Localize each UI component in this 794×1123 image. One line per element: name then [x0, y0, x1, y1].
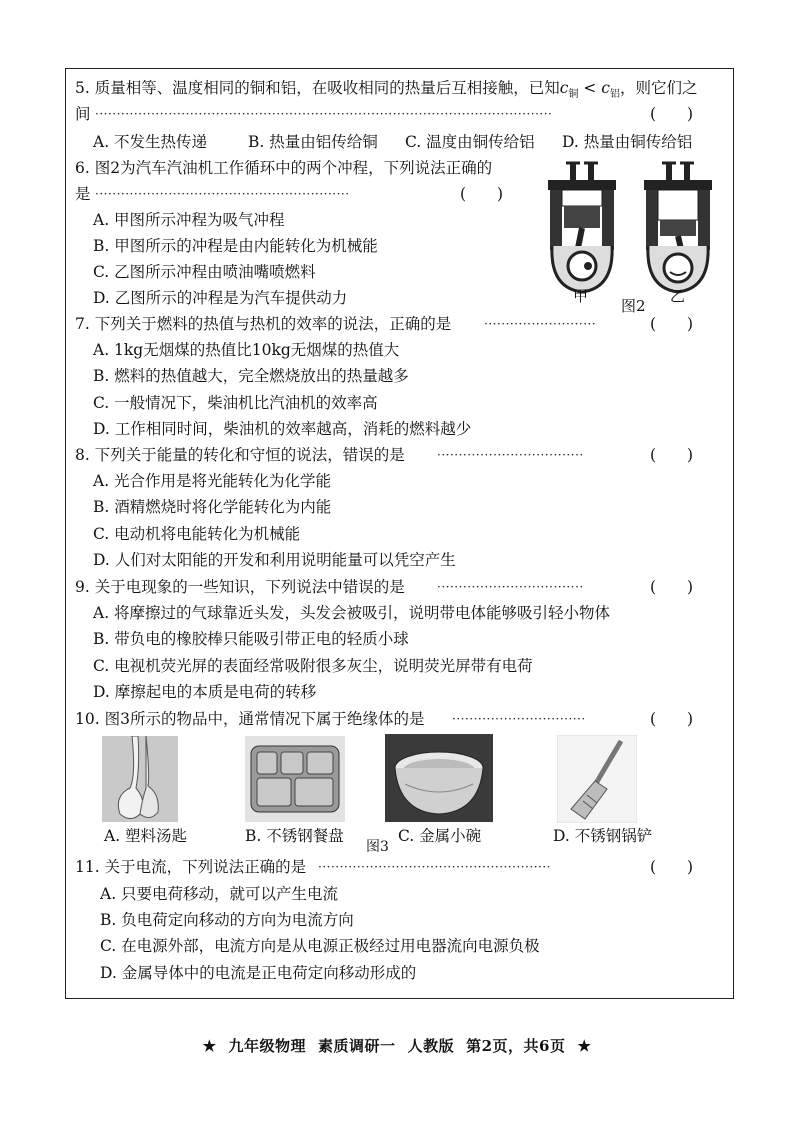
q6-option-d: D. 乙图所示的冲程是为汽车提供动力	[93, 289, 348, 307]
leader-dots: ······················································	[318, 860, 551, 874]
leader-dots: ··································	[437, 580, 584, 594]
q11-option-b: B. 负电荷定向移动的方向为电流方向	[100, 911, 354, 929]
page-footer	[0, 1035, 794, 1056]
q5-option-d: D. 热量由铜传给铝	[562, 133, 693, 151]
footer-grade: 九年级物理	[228, 1037, 307, 1055]
q11-stem: 11. 关于电流，下列说法正确的是	[75, 858, 307, 876]
steel-spatula-image	[557, 735, 637, 823]
q8-option-c: C. 电动机将电能转化为机械能	[93, 525, 301, 543]
answer-paren: ( )	[650, 858, 694, 876]
q7-option-b: B. 燃料的热值越大，完全燃烧放出的热量越多	[93, 367, 409, 385]
q6-stem-cont: 是	[75, 185, 91, 203]
q5-stem: 5. 质量相等、温度相同的铜和铝，在吸收相同的热量后互相接触，已知$c_铜 < c_铝$，则它们之	[75, 79, 698, 101]
leader-dots: ··········································································································	[95, 107, 553, 121]
star-left-icon: ★	[202, 1037, 217, 1055]
star-right-icon: ★	[577, 1037, 592, 1055]
q10-stem: 10. 图3所示的物品中，通常情况下属于绝缘体的是	[75, 710, 425, 728]
q7-option-a: A. 1kg无烟煤的热值比10kg无烟煤的热值大	[93, 341, 400, 359]
q9-option-d: D. 摩擦起电的本质是电荷的转移	[93, 683, 317, 701]
footer-page: 第2页，共6页	[466, 1037, 566, 1055]
fig3-caption: 图3	[366, 839, 389, 855]
answer-paren: ( )	[650, 315, 694, 333]
leader-dots: ··································	[437, 448, 584, 462]
footer-edition: 人教版	[407, 1037, 455, 1055]
q5-stem-cont: 间	[75, 105, 91, 123]
q7-stem: 7. 下列关于燃料的热值与热机的效率的说法，正确的是	[75, 315, 452, 333]
plastic-spoon-image	[102, 736, 178, 822]
q6-stem: 6. 图2为汽车汽油机工作循环中的两个冲程，下列说法正确的	[75, 159, 493, 177]
q11-option-c: C. 在电源外部，电流方向是从电源正极经过用电器流向电源负极	[100, 937, 540, 955]
q8-option-d: D. 人们对太阳能的开发和利用说明能量可以凭空产生	[93, 551, 456, 569]
q8-option-a: A. 光合作用是将光能转化为化学能	[93, 472, 332, 490]
answer-paren: ( )	[650, 446, 694, 464]
answer-paren: ( )	[650, 105, 694, 123]
answer-paren: ( )	[650, 578, 694, 596]
engine-jia	[548, 163, 616, 292]
q7-option-c: C. 一般情况下，柴油机比汽油机的效率高	[93, 394, 378, 412]
leader-dots: ···························································	[95, 187, 350, 201]
q10-option-c: C. 金属小碗	[398, 827, 482, 845]
metal-bowl-image	[385, 734, 493, 822]
fig2-label-jia: 甲	[573, 287, 589, 305]
q5-option-c: C. 温度由铜传给铝	[405, 133, 535, 151]
q11-option-a: A. 只要电荷移动，就可以产生电流	[100, 885, 339, 903]
q6-option-c: C. 乙图所示冲程由喷油嘴喷燃料	[93, 263, 316, 281]
steel-tray-image	[245, 736, 345, 822]
q9-option-b: B. 带负电的橡胶棒只能吸引带正电的轻质小球	[93, 630, 409, 648]
q9-stem: 9. 关于电现象的一些知识，下列说法中错误的是	[75, 578, 405, 596]
footer-exam: 素质调研一	[318, 1037, 396, 1055]
q6-option-a: A. 甲图所示冲程为吸气冲程	[93, 211, 285, 229]
q9-option-c: C. 电视机荧光屏的表面经常吸附很多灰尘，说明荧光屏带有电荷	[93, 657, 533, 675]
q8-stem: 8. 下列关于能量的转化和守恒的说法，错误的是	[75, 446, 405, 464]
q6-option-b: B. 甲图所示的冲程是由内能转化为机械能	[93, 237, 378, 255]
q10-option-d: D. 不锈钢锅铲	[553, 827, 653, 845]
q8-option-b: B. 酒精燃烧时将化学能转化为内能	[93, 498, 332, 516]
fig2-label-yi: 乙	[670, 287, 686, 305]
leader-dots: ·······························	[452, 712, 586, 726]
answer-paren: ( )	[650, 710, 694, 728]
engine-figure	[540, 158, 730, 318]
q9-option-a: A. 将摩擦过的气球靠近头发，头发会被吸引，说明带电体能够吸引轻小物体	[93, 604, 611, 622]
q5-option-a: A. 不发生热传递	[93, 133, 208, 151]
answer-paren: ( )	[460, 185, 504, 203]
q7-option-d: D. 工作相同时间，柴油机的效率越高，消耗的燃料越少	[93, 420, 472, 438]
fig2-caption: 图2	[621, 297, 646, 315]
leader-dots: ··························	[484, 317, 597, 331]
q5-option-b: B. 热量由铝传给铜	[248, 133, 378, 151]
q10-option-a: A. 塑料汤匙	[104, 827, 188, 845]
q11-option-d: D. 金属导体中的电流是正电荷定向移动形成的	[100, 964, 417, 982]
engine-yi	[644, 163, 712, 292]
q10-option-b: B. 不锈钢餐盘	[245, 827, 344, 845]
